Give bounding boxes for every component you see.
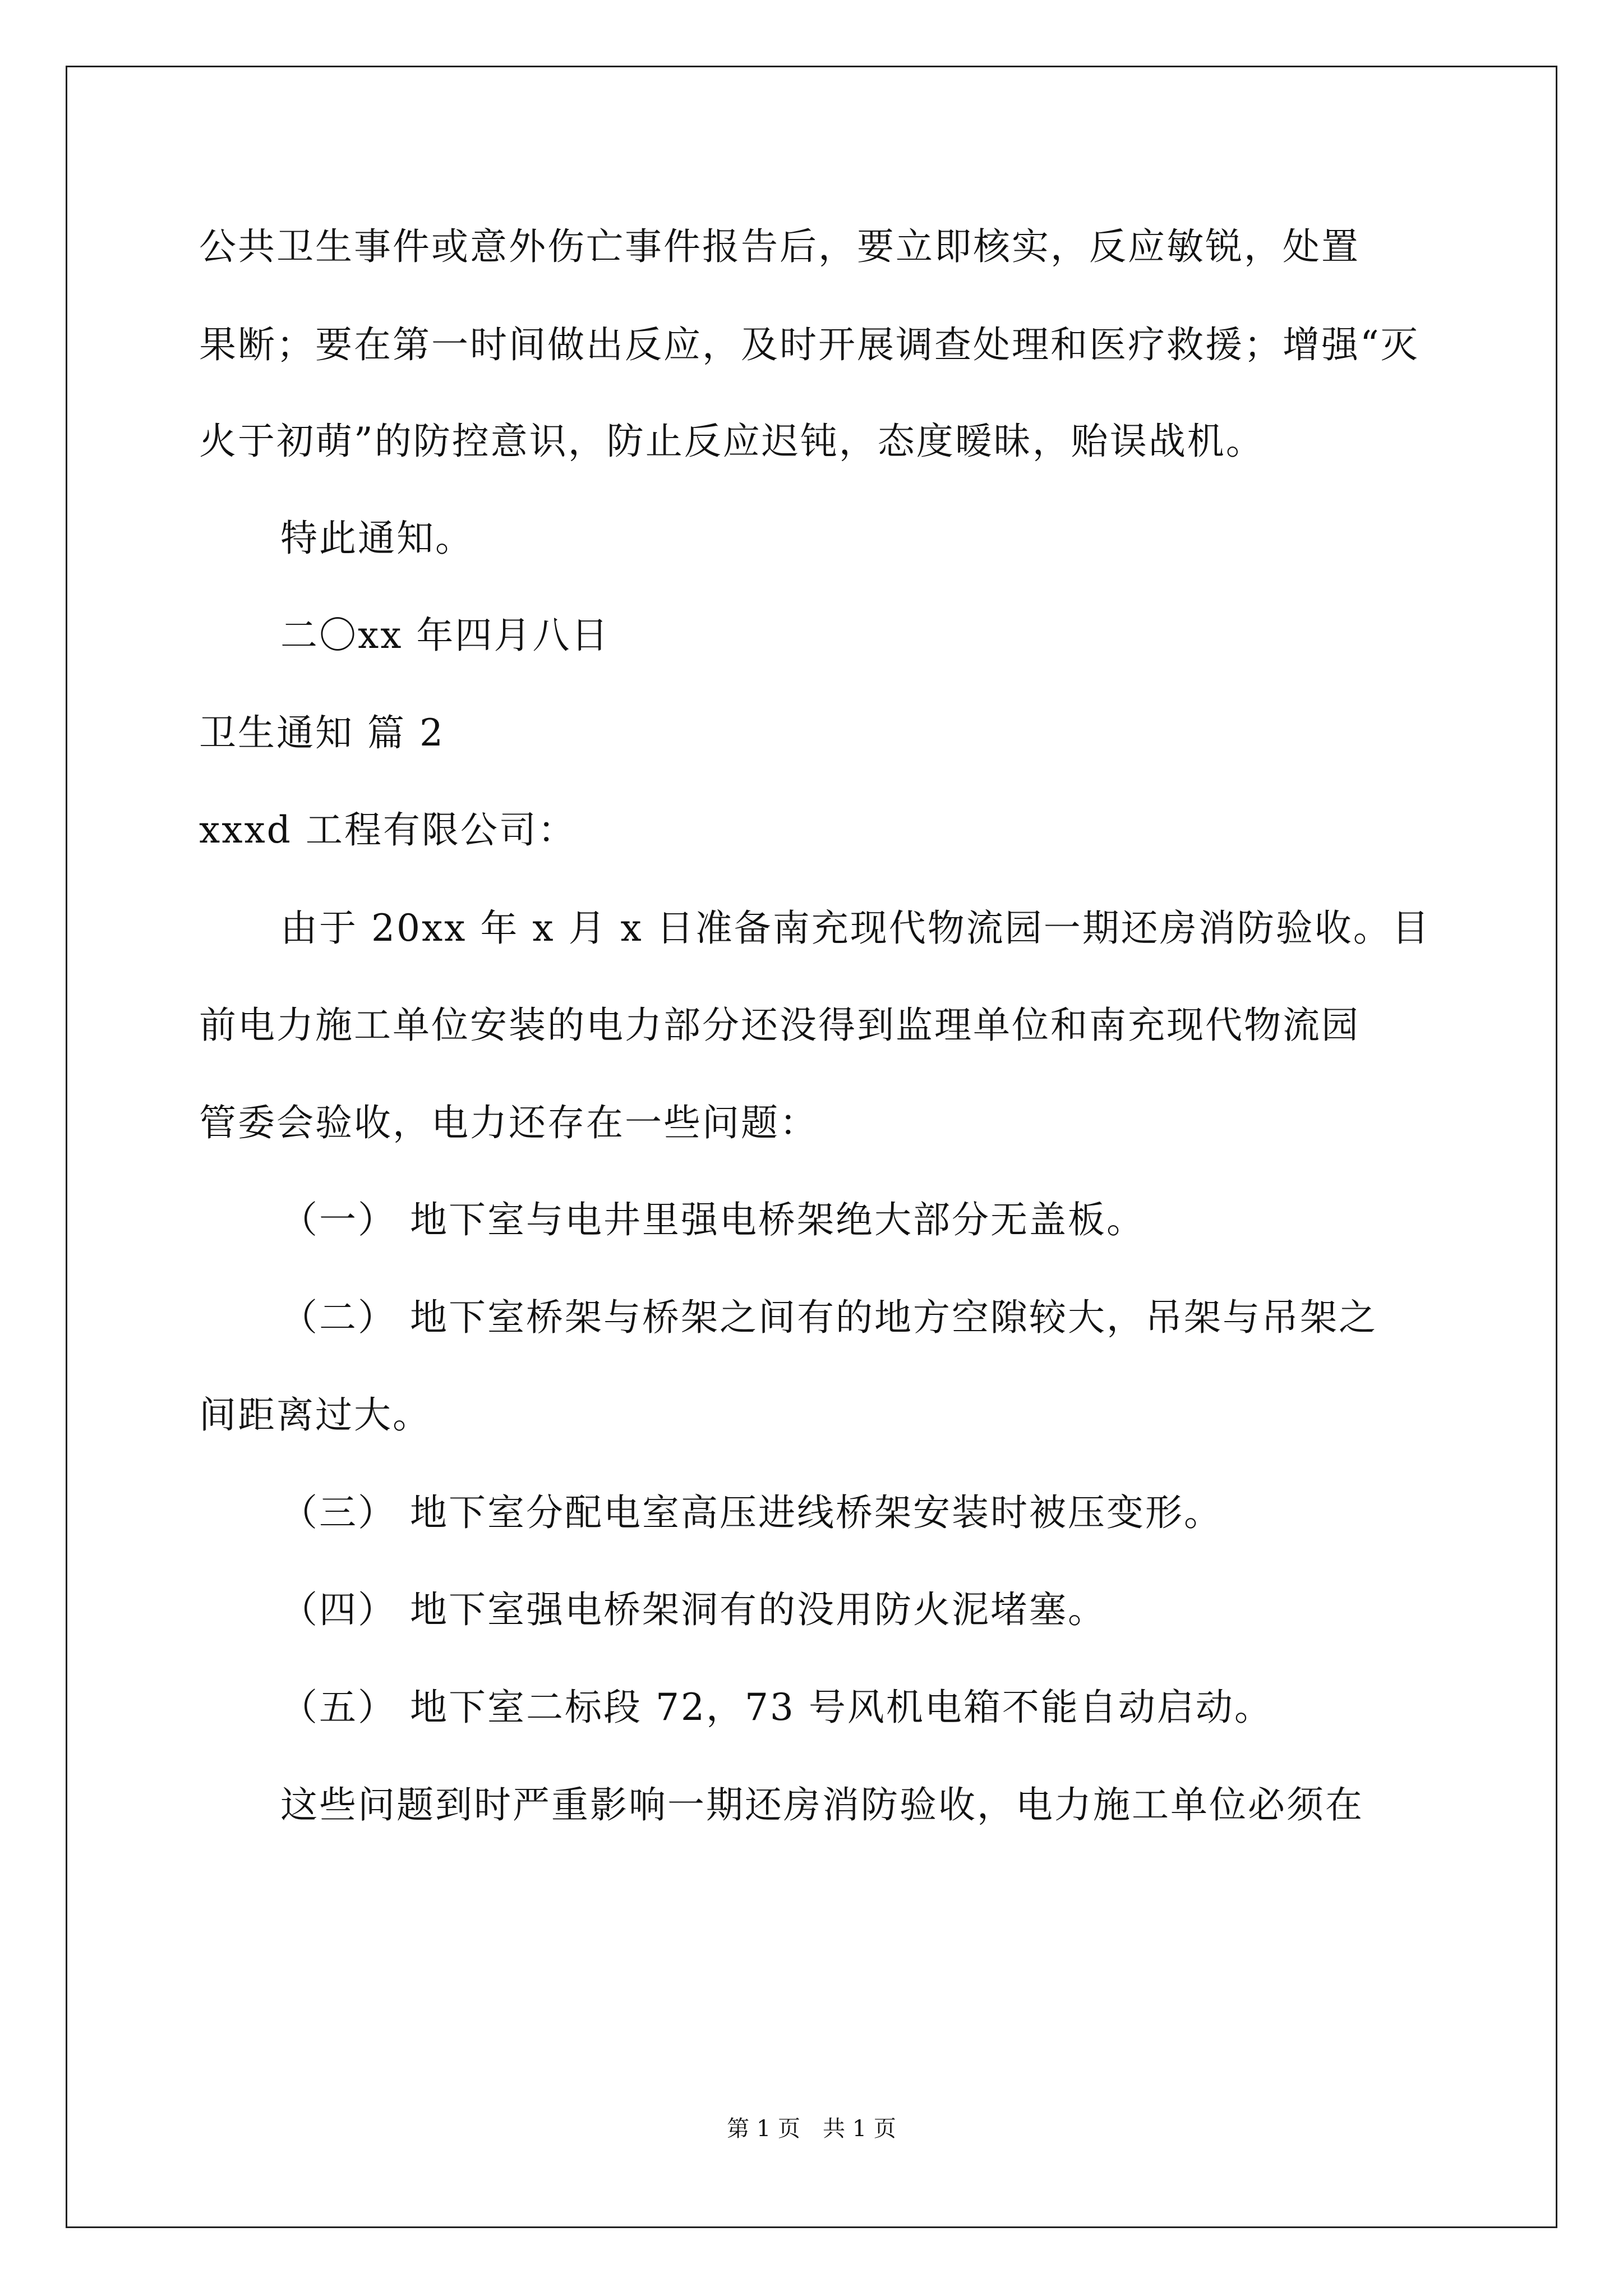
body-line-3: 火于初萌”的防控意识，防止反应迟钝，态度暧昧，贻误战机。 xyxy=(199,420,1265,463)
page-footer: 第 1 页 共 1 页 xyxy=(727,2116,896,2142)
list-item-1: （一） 地下室与电井里强电桥架绝大部分无盖板。 xyxy=(280,1198,1145,1241)
body-line-6: 管委会验收，电力还存在一些问题： xyxy=(199,1101,818,1144)
section-heading: 卫生通知 篇 2 xyxy=(199,711,445,754)
list-item-2: （二） 地下室桥架与桥架之间有的地方空隙较大，吊架与吊架之 xyxy=(280,1296,1377,1339)
list-item-4: （四） 地下室强电桥架洞有的没用防火泥堵塞。 xyxy=(280,1588,1106,1631)
list-item-2-continued: 间距离过大。 xyxy=(199,1393,431,1437)
body-line-5: 前电力施工单位安装的电力部分还没得到监理单位和南充现代物流园 xyxy=(199,1004,1360,1047)
notice-closing: 特此通知。 xyxy=(280,517,474,560)
addressee: xxxd 工程有限公司： xyxy=(199,808,577,852)
body-line-2: 果断；要在第一时间做出反应，及时开展调查处理和医疗救援；增强“灭 xyxy=(199,323,1419,366)
date-line: 二〇xx 年四月八日 xyxy=(280,614,610,657)
body-line-7: 这些问题到时严重影响一期还房消防验收，电力施工单位必须在 xyxy=(280,1783,1364,1826)
list-item-3: （三） 地下室分配电室高压进线桥架安装时被压变形。 xyxy=(280,1491,1223,1534)
body-line-1: 公共卫生事件或意外伤亡事件报告后，要立即核实，反应敏锐，处置 xyxy=(199,225,1360,268)
list-item-5: （五） 地下室二标段 72，73 号风机电箱不能自动启动。 xyxy=(280,1686,1273,1729)
body-line-4: 由于 20xx 年 x 月 x 日准备南充现代物流园一期还房消防验收。目 xyxy=(280,907,1431,950)
